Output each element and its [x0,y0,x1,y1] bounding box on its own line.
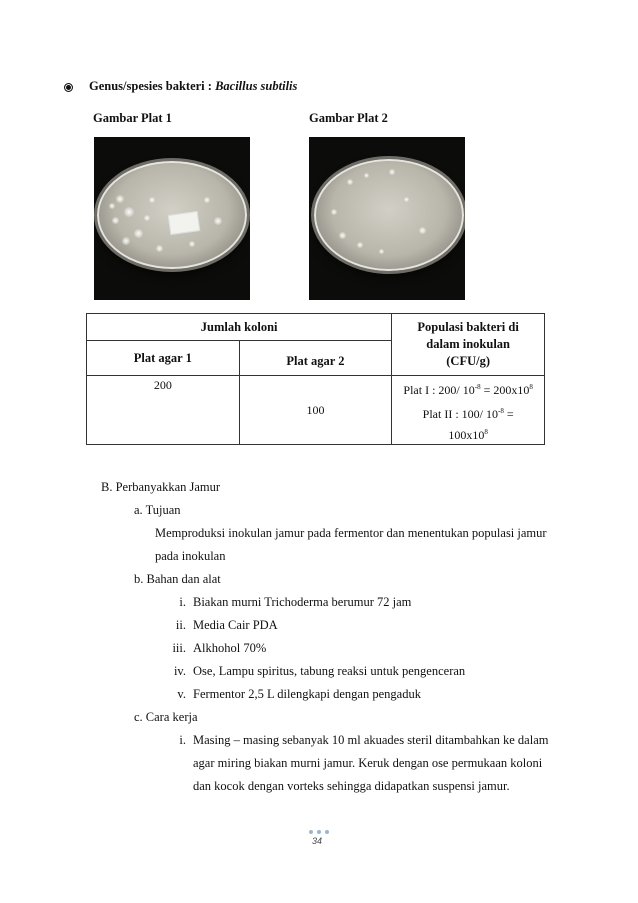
plate1-photo [94,137,250,300]
colony-table [86,313,545,445]
calc-plat-2: Plat II : 100/ $10^{-8}$ = [422,407,514,421]
list-item-text: Biakan murni Trichoderma berumur 72 jam [193,595,412,609]
header-populasi-line2: dalam inokulan [426,337,510,351]
list-item-text: Ose, Lampu spiritus, tabung reaksi untuk pengenceran [193,664,466,678]
plate2-caption: Gambar Plat 2 [309,111,388,125]
list-item-text: Fermentor 2,5 L dilengkapi dengan pengaduk [193,687,421,701]
plate2-photo [309,137,465,300]
header-populasi [392,314,545,376]
page-number: 34 [312,836,323,846]
section-b-heading: B. Perbanyakkan Jamur [101,480,221,494]
header-jumlah-koloni: Jumlah koloni [87,314,392,341]
list-item-num: ii. [175,618,186,632]
header-populasi-line3: (CFU/g) [446,354,491,368]
subsection-c-label: c. Cara kerja [134,710,198,724]
procedure-text-3: dan kocok dengan vorteks sehingga didapatkan suspensi jamur. [193,779,510,793]
subsection-b-label: b. Bahan dan alat [134,572,221,586]
value-plat-agar-1: 200 [87,376,240,445]
header-plat-agar-1: Plat agar 1 [87,341,240,376]
procedure-text-1: Masing – masing sebanyak 10 ml akuades steril ditambahkan ke dalam [193,733,549,747]
subsection-a-text-1: Memproduksi inokulan jamur pada fermentor dan menentukan populasi jamur [155,526,547,540]
list-item-num: iv. [173,664,186,678]
list-item-num: iii. [172,641,186,655]
organism-heading [89,79,297,94]
list-item-text: Media Cair PDA [193,618,278,632]
subsection-a-text-2: pada inokulan [155,549,226,563]
subsection-a-label: a. Tujuan [134,503,181,517]
petri-dish-2 [314,159,464,271]
procedure-text-2: agar miring biakan murni jamur. Keruk dengan ose permukaan koloni [193,756,543,770]
list-item-text: Alkhohol 70% [193,641,267,655]
list-item-num: v. [177,687,186,701]
bullet-icon [64,83,73,92]
procedure-num: i. [179,733,186,747]
list-item-num: i. [179,595,186,609]
plate-label-1 [168,211,200,235]
plate1-caption: Gambar Plat 1 [93,111,172,125]
header-populasi-line1: Populasi bakteri di [417,320,519,334]
organism-label: Genus/spesies bakteri : [89,79,216,93]
organism-name: Bacillus subtilis [215,79,298,93]
calc-plat-1: Plat I : 200/ $10^{-8} = 200x10^8$ [403,383,533,397]
value-plat-agar-2: 100 [239,376,392,445]
header-plat-agar-2: Plat agar 2 [239,341,392,376]
calc-plat-2-result: $100x10^8$ [448,428,488,442]
calc-populasi [392,376,545,445]
